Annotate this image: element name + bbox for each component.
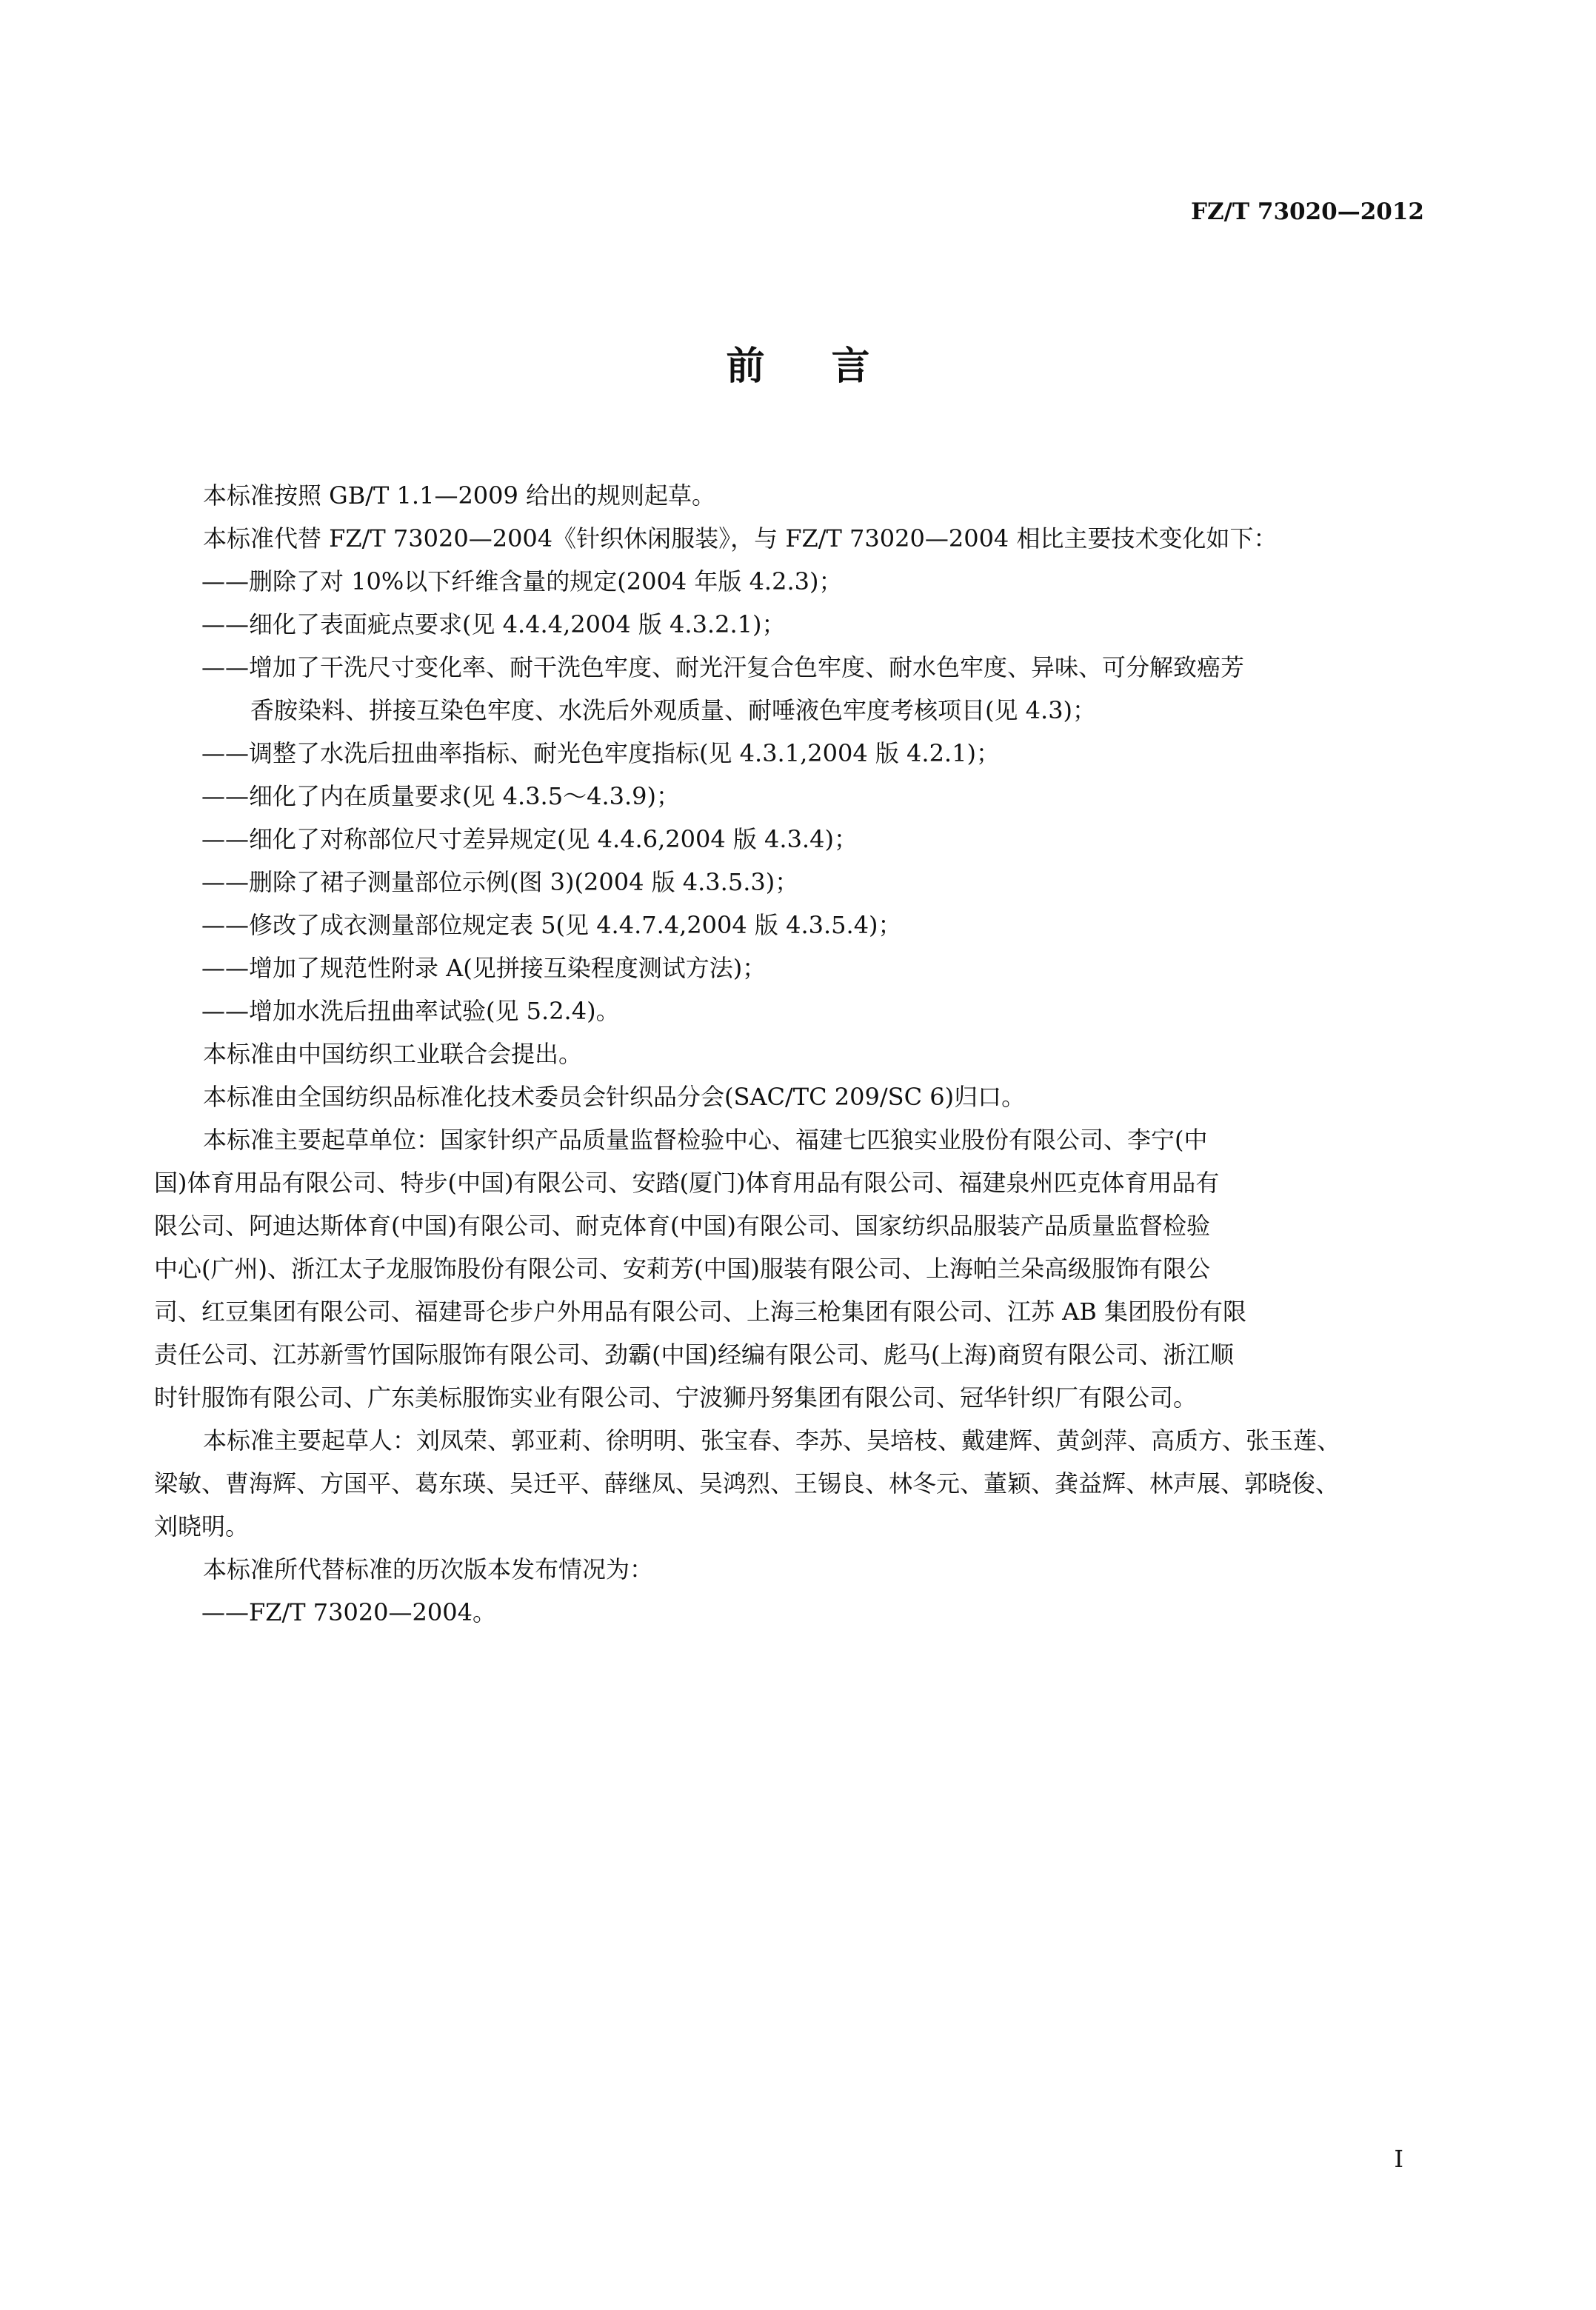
paragraph-line: 司、红豆集团有限公司、福建哥仑步户外用品有限公司、上海三枪集团有限公司、江苏 AB 集团股份有限 [154, 1298, 1246, 1326]
list-item: ——删除了对 10%以下纤维含量的规定(2004 年版 4.2.3)； [201, 567, 843, 595]
paragraph-line: 本标准主要起草人：刘凤荣、郭亚莉、徐明明、张宝春、李苏、吴培枝、戴建辉、黄剑萍、高质方、张玉莲、 [203, 1426, 1341, 1455]
paragraph-line: 本标准由全国纺织品标准化技术委员会针织品分会(SAC/TC 209/SC 6)归口。 [203, 1083, 1026, 1111]
paragraph-line: 中心(广州)、浙江太子龙服饰股份有限公司、安莉芳(中国)服装有限公司、上海帕兰朵高级服饰有限公 [154, 1255, 1210, 1283]
list-item: 香胺染料、拼接互染色牢度、水洗后外观质量、耐唾液色牢度考核项目(见 4.3)； [250, 696, 1097, 724]
document-code: FZ/T 73020—2012 [1191, 198, 1424, 225]
page-number: I [1394, 2145, 1403, 2173]
document-body [154, 474, 1423, 1634]
paragraph-line: 梁敏、曹海辉、方国平、葛东瑛、吴迁平、薛继凤、吴鸿烈、王锡良、林冬元、董颖、龚益辉、林声展、郭晓俊、 [154, 1469, 1340, 1498]
paragraph-line: 本标准按照 GB/T 1.1—2009 给出的规则起草。 [203, 481, 716, 510]
paragraph-line: 本标准所代替标准的历次版本发布情况为： [203, 1555, 654, 1583]
paragraph-line: 本标准代替 FZ/T 73020—2004《针织休闲服装》，与 FZ/T 73020—2004 相比主要技术变化如下： [203, 524, 1278, 553]
list-item: ——增加了干洗尺寸变化率、耐干洗色牢度、耐光汗复合色牢度、耐水色牢度、异味、可分解致癌芳 [201, 653, 1245, 681]
list-item: ——FZ/T 73020—2004。 [201, 1598, 496, 1626]
list-item: ——修改了成衣测量部位规定表 5(见 4.4.7.4,2004 版 4.3.5.4)； [201, 911, 902, 939]
list-item: ——增加水洗后扭曲率试验(见 5.2.4)。 [201, 997, 620, 1025]
list-item: ——调整了水洗后扭曲率指标、耐光色牢度指标(见 4.3.1,2004 版 4.2.1)； [201, 739, 1000, 767]
list-item: ——增加了规范性附录 A(见拼接互染程度测试方法)； [201, 954, 767, 982]
list-item: ——删除了裙子测量部位示例(图 3)(2004 版 4.3.5.3)； [201, 868, 799, 896]
paragraph-line: 本标准由中国纺织工业联合会提出。 [203, 1040, 583, 1068]
list-item: ——细化了对称部位尺寸差异规定(见 4.4.6,2004 版 4.3.4)； [201, 825, 858, 853]
paragraph-line: 责任公司、江苏新雪竹国际服饰有限公司、劲霸(中国)经编有限公司、彪马(上海)商贸有限公司、浙江顺 [154, 1341, 1234, 1369]
paragraph-line: 时针服饰有限公司、广东美标服饰实业有限公司、宁波狮丹努集团有限公司、冠华针织厂有限公司。 [154, 1383, 1198, 1412]
paragraph-line: 国)体育用品有限公司、特步(中国)有限公司、安踏(厦门)体育用品有限公司、福建泉州匹克体育用品有 [154, 1169, 1220, 1197]
list-item: ——细化了表面疵点要求(见 4.4.4,2004 版 4.3.2.1)； [201, 610, 786, 638]
paragraph-line: 限公司、阿迪达斯体育(中国)有限公司、耐克体育(中国)有限公司、国家纺织品服装产品质量监督检验 [154, 1212, 1210, 1240]
page-title: 前言 [726, 344, 937, 389]
list-item: ——细化了内在质量要求(见 4.3.5～4.3.9)； [201, 782, 680, 810]
paragraph-line: 刘晓明。 [154, 1512, 250, 1540]
paragraph-line: 本标准主要起草单位：国家针织产品质量监督检验中心、福建七匹狼实业股份有限公司、李宁(中 [203, 1126, 1208, 1154]
